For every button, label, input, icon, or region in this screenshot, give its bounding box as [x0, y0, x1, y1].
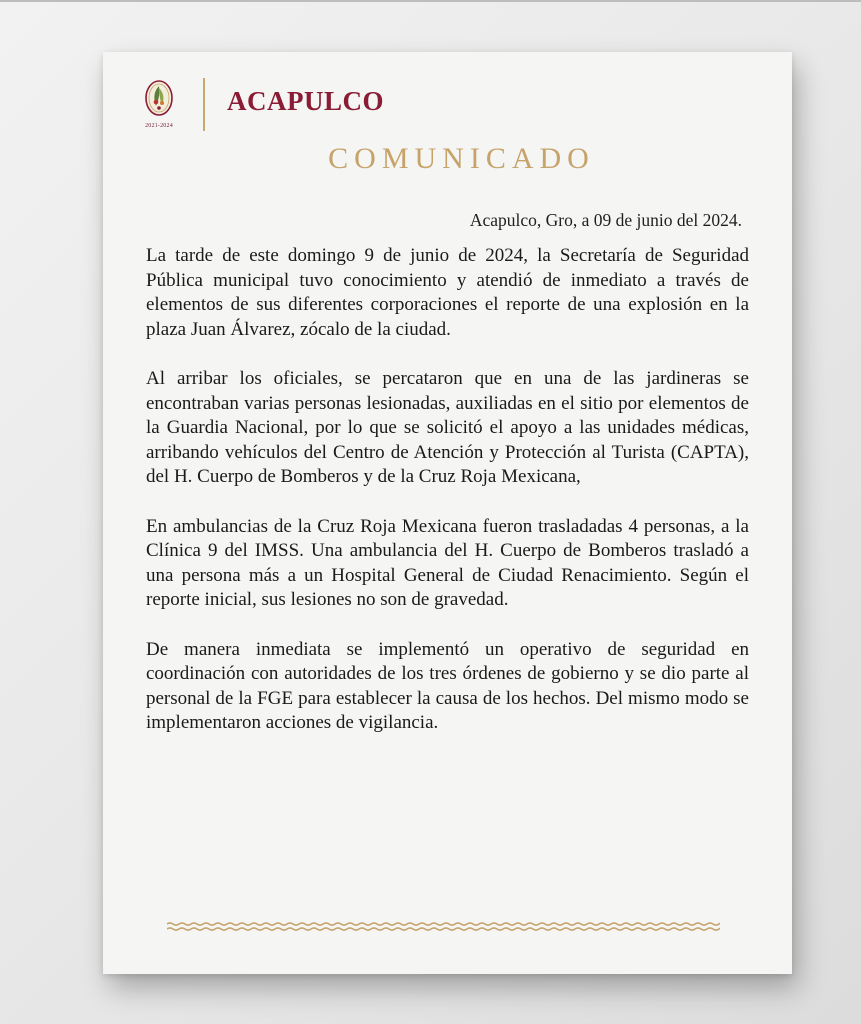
header-divider	[203, 78, 205, 131]
document-title: COMUNICADO	[328, 142, 595, 175]
paragraph: De manera inmediata se implementó un operativo de seguridad en coordinación con autoridades de los tres órdenes de gobierno y se dio parte al personal de la FGE para establecer la causa de los hechos. Del mismo modo se implementaron acciones de vigilancia.	[146, 638, 749, 734]
paragraph: Al arribar los oficiales, se percataron que en una de las jardineras se encontraban varias personas lesionadas, auxiliadas en el sitio por elementos de la Guardia Nacional, por lo que se solicitó el apoyo a las unidades médicas, arribando vehículos del Centro de Atención y Protección al Turista (CAPTA), del H. Cuerpo de Bomberos y de la Cruz Roja Mexicana,	[146, 367, 749, 488]
dateline: Acapulco, Gro, a 09 de junio del 2024.	[469, 210, 742, 230]
letterhead	[143, 78, 543, 134]
paragraph: La tarde de este domingo 9 de junio de 2024, la Secretaría de Seguridad Pública municipal tuvo conocimiento y atendió de inmediato a través de elementos de sus diferentes corporaciones el reporte de una explosión en la plaza Juan Álvarez, zócalo de la ciudad.	[146, 245, 749, 340]
press-release-card	[103, 52, 792, 974]
paragraph: En ambulancias de la Cruz Roja Mexicana fueron trasladadas 4 personas, a la Clínica 9 del IMSS. Una ambulancia del H. Cuerpo de Bomberos trasladó a una persona más a un Hospital General de Ciudad Renacimiento. Según el reporte inicial, sus lesiones no son de gravedad.	[146, 515, 749, 611]
top-border-line	[0, 0, 861, 2]
brand-name: ACAPULCO	[227, 86, 384, 116]
seal-years: 2021-2024	[145, 123, 173, 129]
municipal-seal-icon	[143, 78, 175, 126]
body-text	[146, 244, 749, 760]
wave-divider-icon	[167, 920, 720, 934]
